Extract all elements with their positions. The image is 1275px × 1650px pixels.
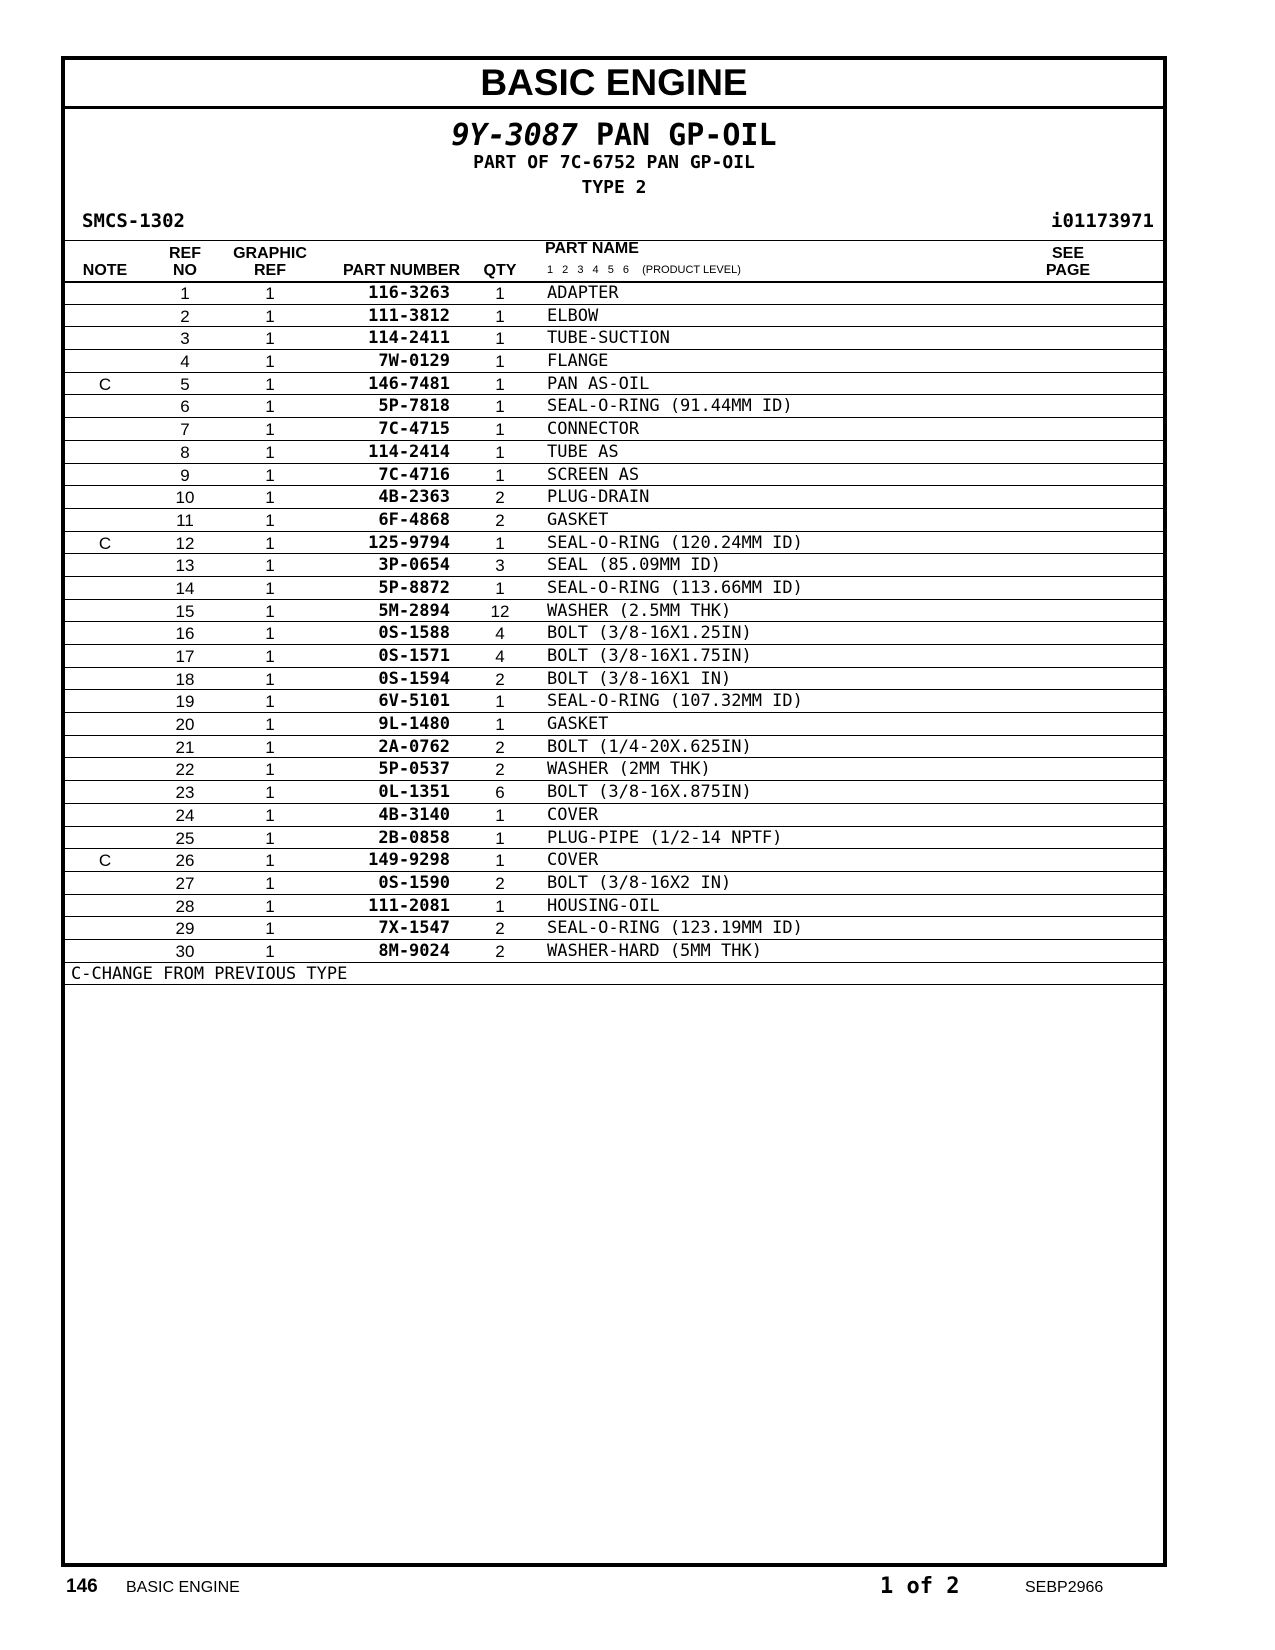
row-qty: 6 <box>495 783 505 803</box>
row-graphic-ref: 1 <box>265 851 275 871</box>
row-part-number: 2A-0762 <box>378 736 450 757</box>
table-row <box>65 668 1163 691</box>
parts-table-body <box>65 282 1163 985</box>
table-row <box>65 327 1163 350</box>
row-qty: 1 <box>495 352 505 372</box>
row-part-name: BOLT (3/8-16X2 IN) <box>547 872 732 893</box>
row-graphic-ref: 1 <box>265 896 275 916</box>
table-row <box>65 486 1163 509</box>
row-graphic-ref: 1 <box>265 510 275 530</box>
row-qty: 2 <box>495 669 505 689</box>
row-part-number: 116-3263 <box>368 283 450 303</box>
row-qty: 1 <box>495 715 505 735</box>
table-row <box>65 622 1163 645</box>
row-note: C <box>98 533 112 553</box>
row-part-number: 114-2414 <box>368 441 450 462</box>
row-graphic-ref: 1 <box>265 715 275 735</box>
row-graphic-ref: 1 <box>265 805 275 825</box>
row-ref-no: 30 <box>175 941 195 961</box>
column-header-see-line1: SEE <box>1051 245 1084 262</box>
row-graphic-ref: 1 <box>265 284 275 303</box>
column-header-qty: QTY <box>483 262 517 279</box>
table-row <box>65 418 1163 441</box>
row-graphic-ref: 1 <box>265 306 275 326</box>
row-ref-no: 12 <box>175 533 195 553</box>
row-graphic-ref: 1 <box>265 442 275 462</box>
row-ref-no: 15 <box>175 601 195 621</box>
row-part-number: 7C-4716 <box>378 464 450 485</box>
row-part-number: 5P-7818 <box>378 396 450 417</box>
row-qty: 1 <box>495 374 505 394</box>
group-title <box>65 118 1163 153</box>
table-row <box>65 305 1163 328</box>
row-part-name: GASKET <box>547 714 609 735</box>
row-ref-no: 17 <box>175 647 195 666</box>
row-part-number: 8M-9024 <box>378 940 450 961</box>
row-part-number: 0S-1571 <box>378 646 450 666</box>
product-level-numbers: 1 2 3 4 5 6 <box>547 264 629 276</box>
row-graphic-ref: 1 <box>265 737 275 757</box>
row-ref-no: 6 <box>180 397 190 417</box>
row-qty: 12 <box>490 601 510 621</box>
row-part-name: PLUG-DRAIN <box>547 487 650 508</box>
table-row <box>65 758 1163 781</box>
row-qty: 2 <box>495 510 505 530</box>
row-part-name: BOLT (3/8-16X.875IN) <box>547 782 752 803</box>
column-header-graphic-line1: GRAPHIC <box>233 245 307 262</box>
row-part-number: 6F-4868 <box>378 509 450 530</box>
row-graphic-ref: 1 <box>265 420 275 440</box>
row-graphic-ref: 1 <box>265 352 275 372</box>
row-part-number: 5P-0537 <box>378 759 450 780</box>
row-part-number: 5M-2894 <box>378 600 450 621</box>
row-ref-no: 22 <box>175 760 195 780</box>
row-part-name: CONNECTOR <box>547 419 640 440</box>
row-part-name: SCREEN AS <box>547 464 640 485</box>
table-row <box>65 940 1163 963</box>
row-qty: 2 <box>495 737 505 757</box>
row-ref-no: 7 <box>180 420 190 440</box>
row-ref-no: 9 <box>180 465 190 485</box>
row-part-number: 0S-1588 <box>378 623 450 644</box>
row-ref-no: 28 <box>175 896 195 916</box>
row-part-number: 111-2081 <box>368 895 450 916</box>
row-graphic-ref: 1 <box>265 692 275 712</box>
row-qty: 2 <box>495 873 505 893</box>
row-graphic-ref: 1 <box>265 783 275 803</box>
row-part-name: BOLT (3/8-16X1.75IN) <box>547 646 752 666</box>
row-graphic-ref: 1 <box>265 601 275 621</box>
row-ref-no: 13 <box>175 556 195 576</box>
column-header-ref-line2: NO <box>173 262 197 279</box>
row-graphic-ref: 1 <box>265 669 275 689</box>
column-header-graphic-line2: REF <box>254 262 286 279</box>
row-part-number: 6V-5101 <box>378 691 450 712</box>
row-qty: 1 <box>495 692 505 712</box>
table-row <box>65 895 1163 918</box>
footnote-row <box>65 963 1163 986</box>
table-row <box>65 917 1163 940</box>
row-part-number: 0S-1594 <box>378 668 450 689</box>
row-graphic-ref: 1 <box>265 624 275 644</box>
row-graphic-ref: 1 <box>265 919 275 939</box>
row-part-name: FLANGE <box>547 351 609 372</box>
row-qty: 4 <box>495 624 505 644</box>
row-part-number: 5P-8872 <box>378 577 450 598</box>
row-graphic-ref: 1 <box>265 533 275 553</box>
row-part-name: TUBE-SUCTION <box>547 328 670 349</box>
table-row <box>65 872 1163 895</box>
row-part-number: 7W-0129 <box>378 351 450 372</box>
row-graphic-ref: 1 <box>265 941 275 961</box>
product-level-note: (PRODUCT LEVEL) <box>642 264 741 276</box>
row-ref-no: 27 <box>175 873 195 893</box>
column-header-ref-line1: REF <box>169 245 201 262</box>
table-row <box>65 509 1163 532</box>
row-ref-no: 4 <box>180 352 190 372</box>
row-ref-no: 18 <box>175 669 195 689</box>
row-qty: 1 <box>495 805 505 825</box>
row-graphic-ref: 1 <box>265 578 275 598</box>
table-row <box>65 600 1163 623</box>
row-part-number: 9L-1480 <box>378 714 450 735</box>
row-graphic-ref: 1 <box>265 556 275 576</box>
row-qty: 1 <box>495 442 505 462</box>
row-ref-no: 2 <box>180 306 190 326</box>
row-ref-no: 14 <box>175 578 195 598</box>
table-row <box>65 350 1163 373</box>
row-qty: 1 <box>495 578 505 598</box>
row-qty: 1 <box>495 329 505 349</box>
column-header-see-line2: PAGE <box>1045 262 1091 279</box>
row-ref-no: 23 <box>175 783 195 803</box>
row-part-number: 3P-0654 <box>378 555 450 576</box>
column-header-note: NOTE <box>82 262 128 279</box>
row-graphic-ref: 1 <box>265 329 275 349</box>
smcs-code: SMCS-1302 <box>82 210 185 232</box>
row-graphic-ref: 1 <box>265 397 275 417</box>
row-qty: 1 <box>495 306 505 326</box>
footer-page-number: 146 <box>66 1576 98 1597</box>
row-part-number: 125-9794 <box>368 532 450 553</box>
row-qty: 1 <box>495 397 505 417</box>
row-part-number: 4B-2363 <box>378 487 450 508</box>
row-ref-no: 8 <box>180 442 190 462</box>
row-part-name: TUBE AS <box>547 441 619 462</box>
type-line: TYPE 2 <box>581 177 647 198</box>
product-levels <box>547 264 741 276</box>
row-ref-no: 29 <box>175 919 195 939</box>
row-ref-no: 19 <box>175 692 195 712</box>
row-qty: 1 <box>495 851 505 871</box>
table-row <box>65 464 1163 487</box>
table-row <box>65 577 1163 600</box>
row-qty: 2 <box>495 941 505 961</box>
row-qty: 1 <box>495 465 505 485</box>
parts-list-frame <box>61 56 1167 1567</box>
row-qty: 1 <box>495 420 505 440</box>
footer-section-name: BASIC ENGINE <box>126 1579 240 1596</box>
table-row <box>65 395 1163 418</box>
row-ref-no: 16 <box>175 624 195 644</box>
row-part-name: WASHER-HARD (5MM THK) <box>547 940 762 961</box>
table-row <box>65 441 1163 464</box>
row-graphic-ref: 1 <box>265 374 275 394</box>
row-ref-no: 1 <box>180 284 190 303</box>
row-graphic-ref: 1 <box>265 828 275 848</box>
row-part-name: ELBOW <box>547 305 599 326</box>
row-part-name: PAN AS-OIL <box>547 373 650 394</box>
footer-book-number: SEBP2966 <box>1025 1579 1104 1596</box>
table-row <box>65 736 1163 759</box>
row-ref-no: 20 <box>175 715 195 735</box>
row-graphic-ref: 1 <box>265 647 275 666</box>
row-part-number: 146-7481 <box>368 373 450 394</box>
document-id: i01173971 <box>1051 210 1154 232</box>
table-row <box>65 849 1163 872</box>
row-ref-no: 26 <box>175 851 195 871</box>
table-row <box>65 827 1163 850</box>
row-graphic-ref: 1 <box>265 873 275 893</box>
footer-page-count: 1 of 2 <box>880 1574 960 1599</box>
row-part-number: 0L-1351 <box>378 782 450 803</box>
row-part-number: 0S-1590 <box>378 872 450 893</box>
row-graphic-ref: 1 <box>265 760 275 780</box>
row-part-number: 4B-3140 <box>378 804 450 825</box>
row-part-name: GASKET <box>547 509 609 530</box>
column-header-graphic-ref <box>225 245 315 279</box>
row-part-name: BOLT (3/8-16X1.25IN) <box>547 623 752 644</box>
row-qty: 2 <box>495 919 505 939</box>
row-qty: 1 <box>495 284 505 303</box>
row-part-name: SEAL-O-RING (91.44MM ID) <box>547 396 793 417</box>
table-row <box>65 554 1163 577</box>
table-row <box>65 373 1163 396</box>
table-row <box>65 804 1163 827</box>
row-qty: 1 <box>495 533 505 553</box>
row-qty: 1 <box>495 896 505 916</box>
column-header-part-number: PART NUMBER <box>342 262 460 279</box>
row-qty: 2 <box>495 760 505 780</box>
row-note: C <box>98 851 112 871</box>
row-part-name: PLUG-PIPE (1/2-14 NPTF) <box>547 827 783 848</box>
row-qty: 4 <box>495 647 505 666</box>
row-qty: 3 <box>495 556 505 576</box>
section-title: BASIC ENGINE <box>65 60 1163 109</box>
column-header-ref-no <box>155 245 215 279</box>
group-number: 9Y-3087 <box>451 118 578 153</box>
row-part-name: WASHER (2MM THK) <box>547 759 711 780</box>
table-row <box>65 713 1163 736</box>
table-row <box>65 282 1163 305</box>
row-part-number: 7X-1547 <box>378 918 450 939</box>
row-part-number: 2B-0858 <box>378 827 450 848</box>
part-of-line: PART OF 7C-6752 PAN GP-OIL <box>473 152 755 173</box>
row-part-number: 149-9298 <box>368 850 450 871</box>
row-ref-no: 21 <box>175 737 195 757</box>
row-part-name: SEAL-O-RING (120.24MM ID) <box>547 532 803 553</box>
table-row <box>65 645 1163 668</box>
row-qty: 1 <box>495 828 505 848</box>
group-name: PAN GP-OIL <box>595 118 777 153</box>
row-ref-no: 5 <box>180 374 190 394</box>
row-part-number: 111-3812 <box>368 305 450 326</box>
row-part-name: ADAPTER <box>547 283 619 303</box>
row-graphic-ref: 1 <box>265 465 275 485</box>
row-ref-no: 3 <box>180 329 190 349</box>
column-header-part-name: PART NAME <box>545 240 639 257</box>
table-row <box>65 781 1163 804</box>
row-part-name: SEAL-O-RING (113.66MM ID) <box>547 577 803 598</box>
row-graphic-ref: 1 <box>265 488 275 508</box>
row-part-number: 114-2411 <box>368 328 450 349</box>
table-row <box>65 532 1163 555</box>
row-part-number: 7C-4715 <box>378 419 450 440</box>
row-qty: 2 <box>495 488 505 508</box>
table-row <box>65 690 1163 713</box>
row-ref-no: 10 <box>175 488 195 508</box>
row-ref-no: 11 <box>176 510 194 530</box>
row-part-name: SEAL (85.09MM ID) <box>547 555 721 576</box>
column-header-see-page <box>1035 245 1101 279</box>
row-part-name: BOLT (1/4-20X.625IN) <box>547 736 752 757</box>
row-note: C <box>98 374 112 394</box>
row-part-name: COVER <box>547 850 599 871</box>
footnote-text: C-CHANGE FROM PREVIOUS TYPE <box>71 963 348 984</box>
row-part-name: SEAL-O-RING (123.19MM ID) <box>547 918 803 939</box>
row-part-name: COVER <box>547 804 599 825</box>
row-part-name: BOLT (3/8-16X1 IN) <box>547 668 732 689</box>
row-ref-no: 25 <box>175 828 195 848</box>
row-part-name: SEAL-O-RING (107.32MM ID) <box>547 691 803 712</box>
row-ref-no: 24 <box>175 805 195 825</box>
row-part-name: WASHER (2.5MM THK) <box>547 600 732 621</box>
row-part-name: HOUSING-OIL <box>547 895 660 916</box>
